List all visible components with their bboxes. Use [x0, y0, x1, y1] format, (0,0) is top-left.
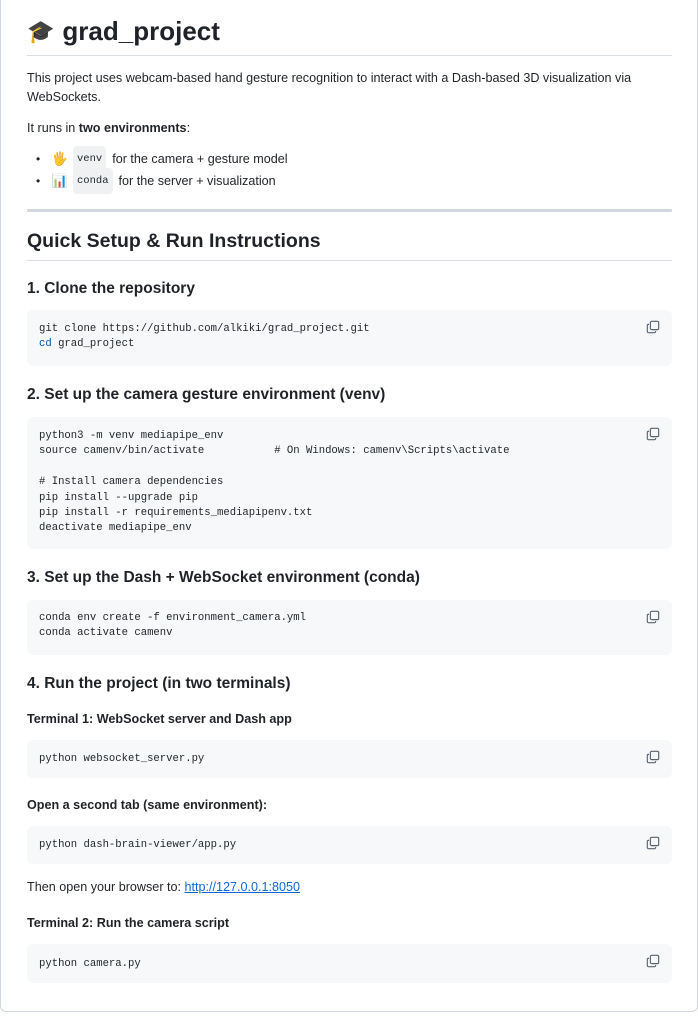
copy-icon[interactable]	[646, 320, 660, 334]
bar-chart-icon: 📊	[51, 173, 69, 188]
page-title	[27, 14, 672, 56]
terminal-2-heading: Terminal 2: Run the camera script	[27, 916, 230, 930]
second-tab-heading: Open a second tab (same environment):	[27, 798, 268, 812]
code-block-camera: python camera.py	[27, 944, 672, 983]
step-1-heading: 1. Clone the repository	[27, 280, 195, 297]
copy-icon[interactable]	[646, 750, 660, 764]
bullet: •	[36, 174, 41, 188]
code-block-app: python dash-brain-viewer/app.py	[27, 826, 672, 864]
environments-bold: two environments	[78, 121, 187, 135]
code-block-server: python websocket_server.py	[27, 740, 672, 778]
environment-list	[27, 148, 288, 192]
list-item: • 📊 conda for the server + visualization	[27, 170, 288, 192]
page-title-text: grad_project	[62, 16, 220, 46]
code-block-clone: git clone https://github.com/alkiki/grad_project.git cd grad_project	[27, 310, 672, 366]
copy-icon[interactable]	[646, 427, 660, 441]
setup-heading: Quick Setup & Run Instructions	[27, 230, 672, 261]
copy-icon[interactable]	[646, 954, 660, 968]
browser-instruction: Then open your browser to: http://127.0.0.1:8050	[27, 880, 301, 894]
graduation-cap-icon: 🎓	[27, 18, 55, 44]
copy-icon[interactable]	[646, 610, 660, 624]
inline-code: venv	[73, 146, 106, 172]
section-divider	[27, 209, 672, 212]
step-2-heading: 2. Set up the camera gesture environment (venv)	[27, 386, 386, 403]
list-item: • 🖐 venv for the camera + gesture model	[27, 148, 288, 170]
step-4-heading: 4. Run the project (in two terminals)	[27, 675, 291, 692]
keyword-cd: cd	[39, 338, 52, 351]
code-block-venv: python3 -m venv mediapipe_env source camenv/bin/activate # On Windows: camenv\Scripts\activate # Install camera dependencies pip install --upgrade pip pip install -r requirements_mediapipenv.txt deactivate mediapipe_env	[27, 417, 672, 549]
environments-line: It runs in two environments:	[27, 121, 191, 135]
copy-icon[interactable]	[646, 836, 660, 850]
inline-code: conda	[73, 168, 113, 194]
localhost-link[interactable]: http://127.0.0.1:8050	[184, 880, 301, 894]
raised-hand-icon: 🖐	[51, 151, 69, 166]
step-3-heading: 3. Set up the Dash + WebSocket environment (conda)	[27, 569, 420, 586]
code-block-conda: conda env create -f environment_camera.yml conda activate camenv	[27, 600, 672, 655]
intro-paragraph: This project uses webcam-based hand gesture recognition to interact with a Dash-based 3D visualization via WebSockets.	[27, 71, 632, 104]
bullet: •	[36, 152, 41, 166]
terminal-1-heading: Terminal 1: WebSocket server and Dash app	[27, 712, 292, 726]
